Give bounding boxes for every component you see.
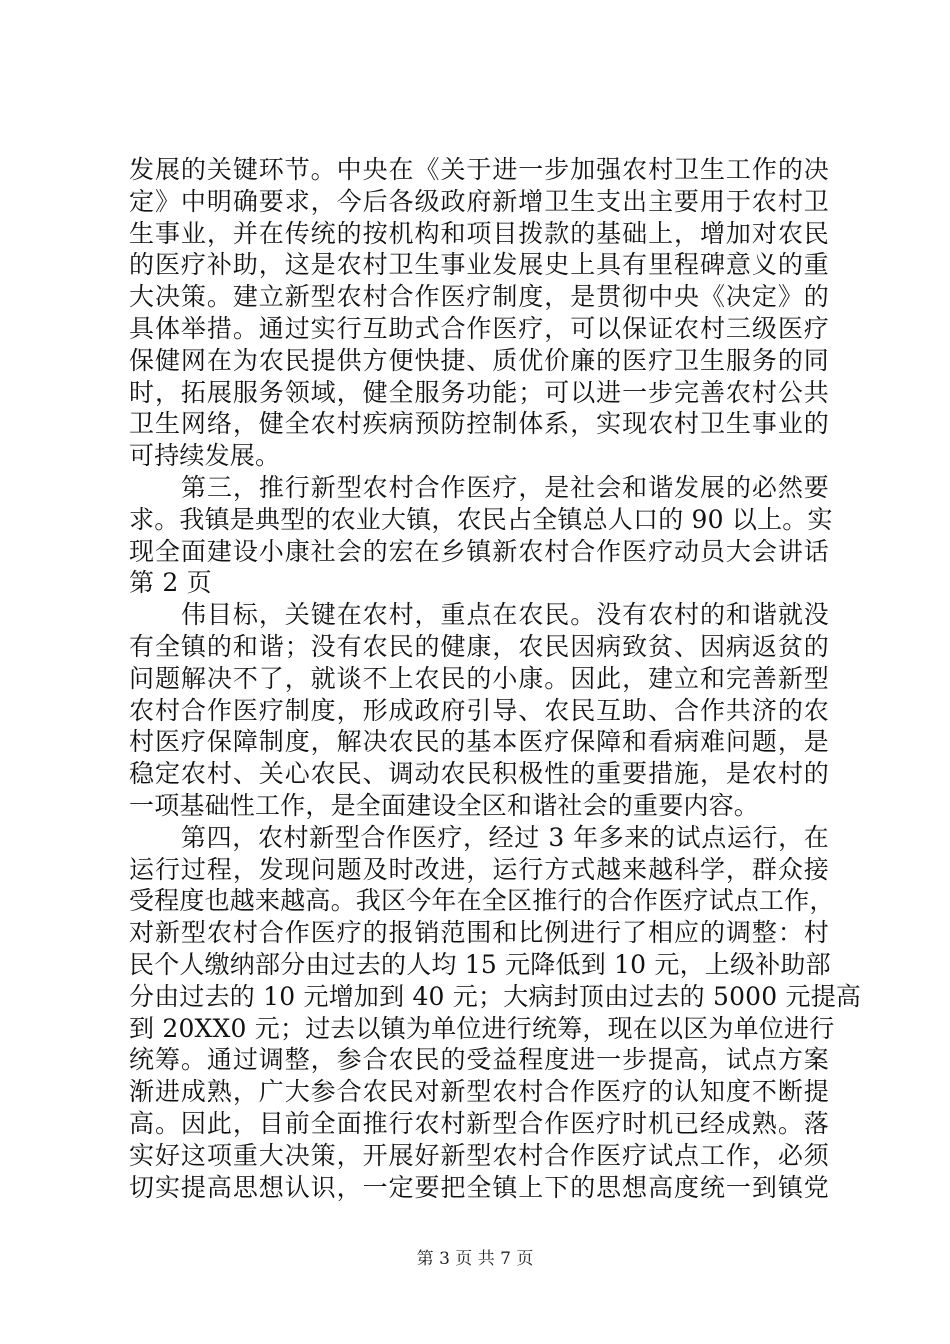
text-line: 可持续发展。 bbox=[129, 441, 281, 471]
text-line: 定》中明确要求，今后各级政府新增卫生支出主要用于农村卫 bbox=[129, 186, 829, 216]
text-line: 到 20XX0 元；过去以镇为单位进行统筹，现在以区为单位进行 bbox=[129, 1013, 835, 1043]
text-line: 具体举措。通过实行互助式合作医疗，可以保证农村三级医疗 bbox=[129, 313, 829, 343]
text-line: 伟目标，关键在农村，重点在农民。没有农村的和谐就没 bbox=[181, 600, 829, 630]
text-line: 统筹。通过调整，参合农民的受益程度进一步提高，试点方案 bbox=[129, 1045, 829, 1075]
text-line: 一项基础性工作，是全面建设全区和谐社会的重要内容。 bbox=[129, 790, 760, 820]
text-line: 保健网在为农民提供方便快捷、质优价廉的医疗卫生服务的同 bbox=[129, 345, 829, 375]
text-line: 问题解决不了，就谈不上农民的小康。因此，建立和完善新型 bbox=[129, 663, 829, 693]
text-line: 有全镇的和谐；没有农民的健康，农民因病致贫、因病返贫的 bbox=[129, 631, 829, 661]
text-line: 求。我镇是典型的农业大镇，农民占全镇总人口的 90 以上。实 bbox=[129, 504, 833, 534]
text-line: 发展的关键环节。中央在《关于进一步加强农村卫生工作的决 bbox=[129, 155, 829, 184]
text-line: 实好这项重大决策，开展好新型农村合作医疗试点工作，必须 bbox=[129, 1140, 829, 1170]
text-line: 的医疗补助，这是农村卫生事业发展史上具有里程碑意义的重 bbox=[129, 250, 829, 280]
text-line: 运行过程，发现问题及时改进，运行方式越来越科学，群众接 bbox=[129, 854, 829, 884]
text-line: 时，拓展服务领域，健全服务功能；可以进一步完善农村公共 bbox=[129, 377, 829, 407]
text-line: 村医疗保障制度，解决农民的基本医疗保障和看病难问题，是 bbox=[129, 727, 829, 757]
text-line: 稳定农村、关心农民、调动农民积极性的重要措施，是农村的 bbox=[129, 759, 829, 789]
text-line: 第三，推行新型农村合作医疗，是社会和谐发展的必然要 bbox=[181, 472, 829, 502]
text-line: 第四，农村新型合作医疗，经过 3 年多来的试点运行，在 bbox=[181, 822, 829, 852]
text-line: 第 2 页 bbox=[129, 568, 212, 598]
text-line: 生事业，并在传统的按机构和项目拨款的基础上，增加对农民 bbox=[129, 218, 829, 248]
text-line: 渐进成熟，广大参合农民对新型农村合作医疗的认知度不断提 bbox=[129, 1077, 829, 1107]
text-line: 大决策。建立新型农村合作医疗制度，是贯彻中央《决定》的 bbox=[129, 282, 829, 312]
text-line: 分由过去的 10 元增加到 40 元；大病封顶由过去的 5000 元提高 bbox=[129, 981, 862, 1011]
text-line: 现全面建设小康社会的宏在乡镇新农村合作医疗动员大会讲话 bbox=[129, 536, 829, 566]
text-line: 切实提高思想认识，一定要把全镇上下的思想高度统一到镇党 bbox=[129, 1172, 829, 1202]
text-line: 民个人缴纳部分由过去的人均 15 元降低到 10 元，上级补助部 bbox=[129, 949, 831, 979]
text-line: 受程度也越来越高。我区今年在全区推行的合作医疗试点工作， bbox=[129, 886, 835, 916]
text-line: 卫生网络，健全农村疾病预防控制体系，实现农村卫生事业的 bbox=[129, 409, 829, 439]
page-footer: 第 3 页 共 7 页 bbox=[416, 1249, 534, 1269]
text-line: 对新型农村合作医疗的报销范围和比例进行了相应的调整：村 bbox=[129, 918, 829, 948]
text-line: 高。因此，目前全面推行农村新型合作医疗时机已经成熟。落 bbox=[129, 1108, 829, 1138]
text-line: 农村合作医疗制度，形成政府引导、农民互助、合作共济的农 bbox=[129, 695, 829, 725]
body-text bbox=[129, 154, 862, 1203]
